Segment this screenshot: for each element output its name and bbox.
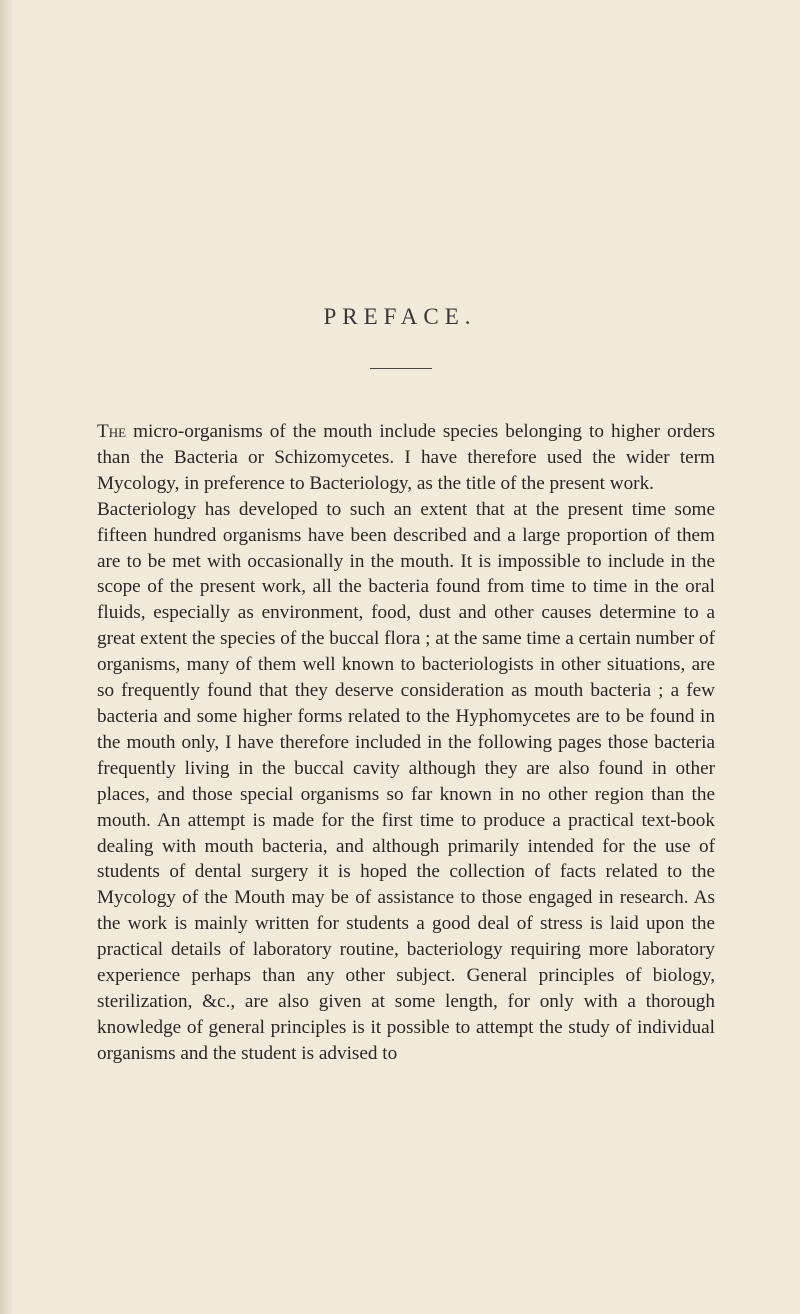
- preface-heading: PREFACE.: [323, 304, 477, 329]
- paragraph-2-text: Bacteriology has developed to such an extent that at the present time some fifteen hundred organisms have been described and a large proportion of them are to be met with occasionally in the mouth. It is impossible to include in the scope of the present work, all the bacteria found from time to time in the oral fluids, especially as environment, food, dust and other causes determine to a great extent the species of the buccal flora ; at the same time a certain number of organisms, many of them well known to bacteriologists in other situations, are so frequently found that they deserve consideration as mouth bacteria ; a few bacteria and some higher forms related to the Hyphomycetes are to be found in the mouth only, I have therefore included in the following pages those bacteria frequently living in the buccal cavity although they are also found in other places, and those special organisms so far known in no other region than the mouth. An attempt is made for the first time to produce a practical text-book dealing with mouth bacteria, and although primarily intended for the use of students of dental surgery it is hoped the collection of facts related to the Mycology of the Mouth may be of assistance to those engaged in research. As the work is mainly written for students a good deal of stress is laid upon the practical details of laboratory routine, bacteriology requiring more laboratory experience perhaps than any other subject. General principles of biology, sterilization, &c., are also given at some length, for only with a thorough knowledge of general principles is it possible to attempt the study of individual organisms and the student is advised to: [97, 498, 715, 1064]
- paragraph-1-lead: The: [97, 421, 127, 442]
- page-edge: [0, 0, 12, 1314]
- preface-body: [97, 419, 715, 1067]
- paragraph-1: [97, 419, 715, 497]
- paragraph-2: [97, 497, 715, 1067]
- heading-rule: [370, 368, 432, 369]
- paragraph-1-text: micro-organisms of the mouth include species belonging to higher orders than the Bacteria or Schizomycetes. I have therefore used the wider term Mycology, in preference to Bacteriology, as the title of the present work.: [97, 421, 715, 494]
